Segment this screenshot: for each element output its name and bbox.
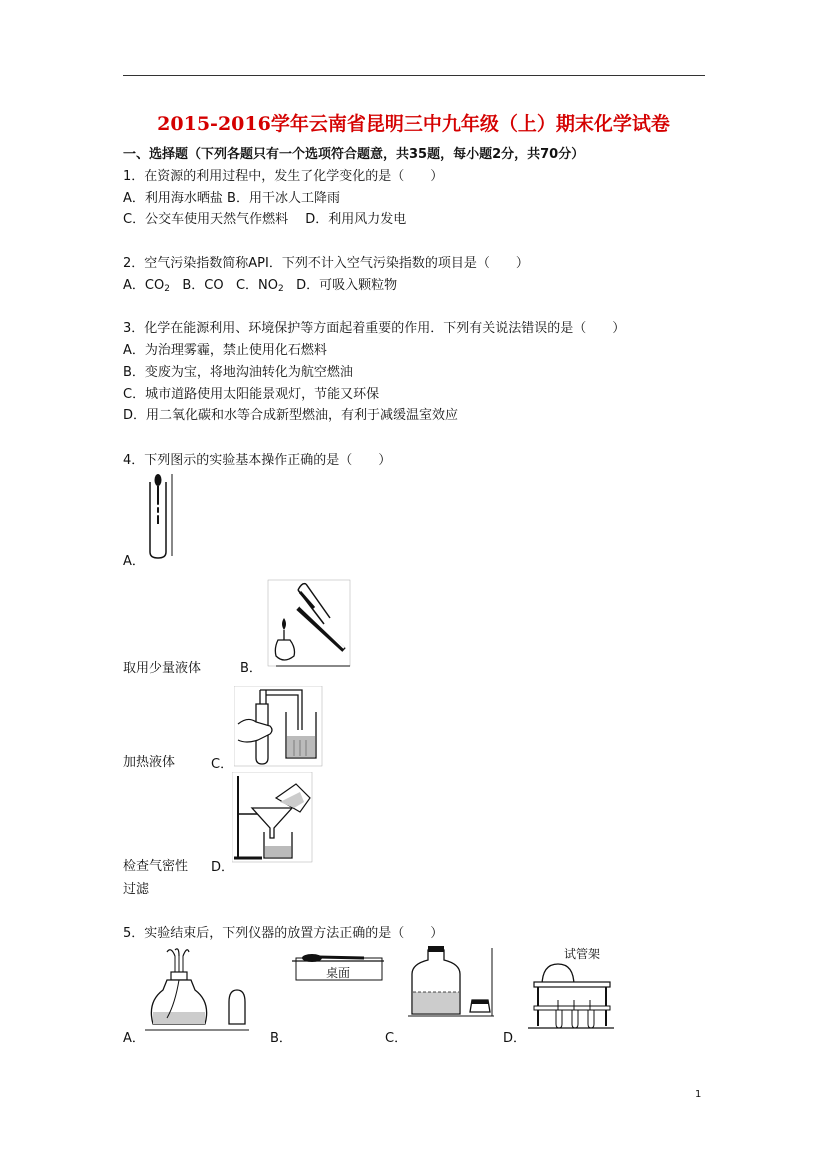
q4-figure-a-dropper xyxy=(140,472,180,562)
q2-option-d: D．可吸入颗粒物 xyxy=(296,278,398,293)
q4-figure-d-filtration xyxy=(232,772,314,864)
q5-label-a: A． xyxy=(123,1031,145,1046)
q3-option-c: C．城市道路使用太阳能景观灯，节能又环保 xyxy=(123,387,380,402)
section-heading: 一、选择题（下列各题只有一个选项符合题意，共35题，每小题2分，共70分） xyxy=(123,147,585,162)
q5-label-d: D． xyxy=(503,1031,527,1046)
q4-stem: 4．下列图示的实验基本操作正确的是（ ） xyxy=(123,453,392,468)
q2-option-c-sub: 2 xyxy=(278,284,284,294)
q2-options xyxy=(123,277,397,298)
page-title: 2015-2016学年云南省昆明三中九年级（上）期末化学试卷 xyxy=(157,113,670,135)
q2-stem: 2．空气污染指数简称API．下列不计入空气污染指数的项目是（ ） xyxy=(123,256,529,271)
q5-label-c: C． xyxy=(385,1031,408,1046)
q5-fig-d-text: 试管架 xyxy=(564,947,601,961)
q4-figure-c-airtightness xyxy=(234,686,324,768)
q1-options-ab: A．利用海水晒盐 B．用干冰人工降雨 xyxy=(123,191,340,206)
q5-fig-b-text: 桌面 xyxy=(326,966,351,980)
q4-caption-d: 过滤 xyxy=(123,882,150,897)
q4-caption-c: 检查气密性 xyxy=(123,859,189,874)
q5-figure-d-test-tube-rack xyxy=(526,942,616,1030)
q2-option-a-sub: 2 xyxy=(164,284,170,294)
q2-option-c: C．NO xyxy=(235,278,279,293)
q4-caption-a: 取用少量液体 xyxy=(123,661,202,676)
q4-label-c: C． xyxy=(211,757,234,772)
q2-option-a: A．CO xyxy=(123,278,165,293)
q4-caption-b: 加热液体 xyxy=(123,755,176,770)
q5-stem: 5．实验结束后，下列仪器的放置方法正确的是（ ） xyxy=(123,926,444,941)
q1-stem: 1．在资源的利用过程中，发生了化学变化的是（ ） xyxy=(123,169,444,184)
q5-figure-b-dropper-on-table xyxy=(292,946,388,986)
q5-figure-c-reagent-bottle xyxy=(408,946,496,1018)
header-rule xyxy=(123,75,705,76)
q3-stem: 3．化学在能源利用、环境保护等方面起着重要的作用．下列有关说法错误的是（ ） xyxy=(123,321,626,336)
q5-figure-a-alcohol-lamp xyxy=(145,946,249,1032)
q4-label-d: D． xyxy=(211,860,235,875)
q4-label-a: A． xyxy=(123,554,145,569)
q3-option-b: B．变废为宝，将地沟油转化为航空燃油 xyxy=(123,365,353,380)
q4-label-b: B． xyxy=(240,661,262,676)
q3-option-a: A．为治理雾霾，禁止使用化石燃料 xyxy=(123,343,327,358)
q1-options-cd: C．公交车使用天然气作燃料 D．利用风力发电 xyxy=(123,212,407,227)
q3-option-d: D．用二氧化碳和水等合成新型燃油，有利于减缓温室效应 xyxy=(123,408,459,423)
q5-label-b: B． xyxy=(270,1031,292,1046)
page-number: 1 xyxy=(695,1089,702,1100)
q4-figure-b-heating xyxy=(258,578,354,668)
q2-option-b: B．CO xyxy=(182,278,224,293)
